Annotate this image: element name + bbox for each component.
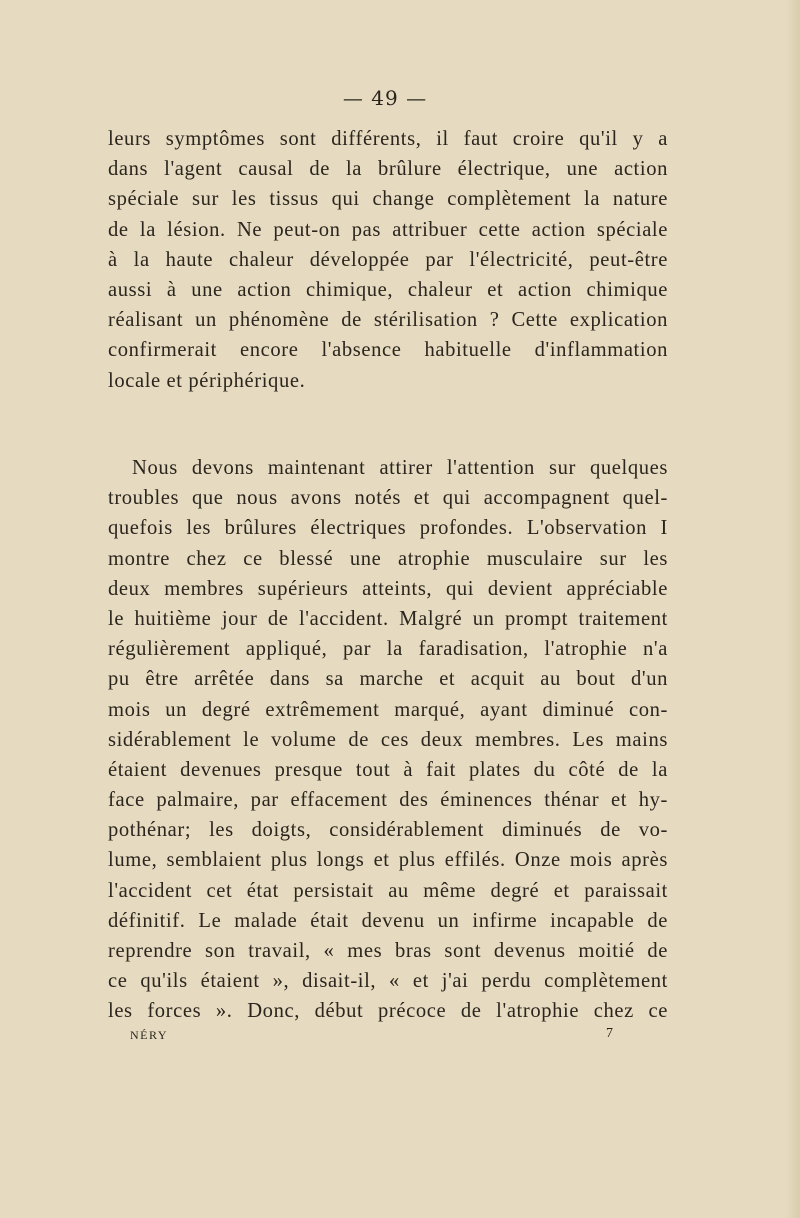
page-edge-shadow	[786, 0, 800, 1218]
signature-mark: NÉRY	[130, 1028, 169, 1042]
text-line: lume, semblaient plus longs et plus effilés. Onze mois après	[108, 849, 668, 872]
text-line: le huitième jour de l'accident. Malgré un prompt traitement	[108, 607, 668, 630]
text-line: Nous devons maintenant attirer l'attention sur quelques	[132, 457, 668, 479]
page-number: — 49 —	[342, 86, 428, 110]
text-line: quefois les brûlures électriques profondes. L'observation I	[108, 517, 668, 540]
text-line: pothénar; les doigts, considérablement diminués de vo-	[108, 819, 668, 842]
text-line: locale et périphérique.	[108, 369, 306, 392]
text-line: spéciale sur les tissus qui change complètement la nature	[108, 188, 668, 211]
sheet-number: 7	[606, 1026, 613, 1041]
text-line: dans l'agent causal de la brûlure électrique, une action	[108, 158, 668, 181]
text-line: face palmaire, par effacement des éminences thénar et hy-	[108, 789, 668, 812]
text-line: mois un degré extrêmement marqué, ayant diminué con-	[108, 698, 668, 721]
text-line: sidérablement le volume de ces deux membres. Les mains	[108, 728, 668, 751]
text-line: aussi à une action chimique, chaleur et action chimique	[108, 278, 668, 301]
text-line: troubles que nous avons notés et qui accompagnent quel-	[108, 487, 668, 510]
text-line: à la haute chaleur développée par l'électricité, peut-être	[108, 248, 668, 271]
text-line: pu être arrêtée dans sa marche et acquit au bout d'un	[108, 668, 668, 691]
text-line: confirmerait encore l'absence habituelle d'inflammation	[108, 339, 668, 362]
text-line: de la lésion. Ne peut-on pas attribuer cette action spéciale	[108, 218, 668, 241]
text-line: l'accident cet état persistait au même degré et paraissait	[108, 879, 668, 902]
text-line: réalisant un phénomène de stérilisation ? Cette explication	[108, 309, 668, 332]
text-line: reprendre son travail, « mes bras sont devenus moitié de	[108, 940, 668, 962]
text-line: étaient devenues presque tout à fait plates du côté de la	[108, 758, 668, 781]
text-line: régulièrement appliqué, par la faradisation, l'atrophie n'a	[108, 638, 668, 661]
text-line: leurs symptômes sont différents, il faut croire qu'il y a	[108, 128, 668, 150]
paragraph-1	[108, 124, 668, 396]
text-line: deux membres supérieurs atteints, qui devient appréciable	[108, 577, 668, 600]
paragraph-2	[108, 453, 668, 1027]
text-line: montre chez ce blessé une atrophie musculaire sur les	[108, 547, 668, 570]
text-line: les forces ». Donc, début précoce de l'atrophie chez ce	[108, 1000, 668, 1023]
text-line: définitif. Le malade était devenu un infirme incapable de	[108, 909, 668, 932]
text-line: ce qu'ils étaient », disait-il, « et j'ai perdu complètement	[108, 970, 668, 993]
